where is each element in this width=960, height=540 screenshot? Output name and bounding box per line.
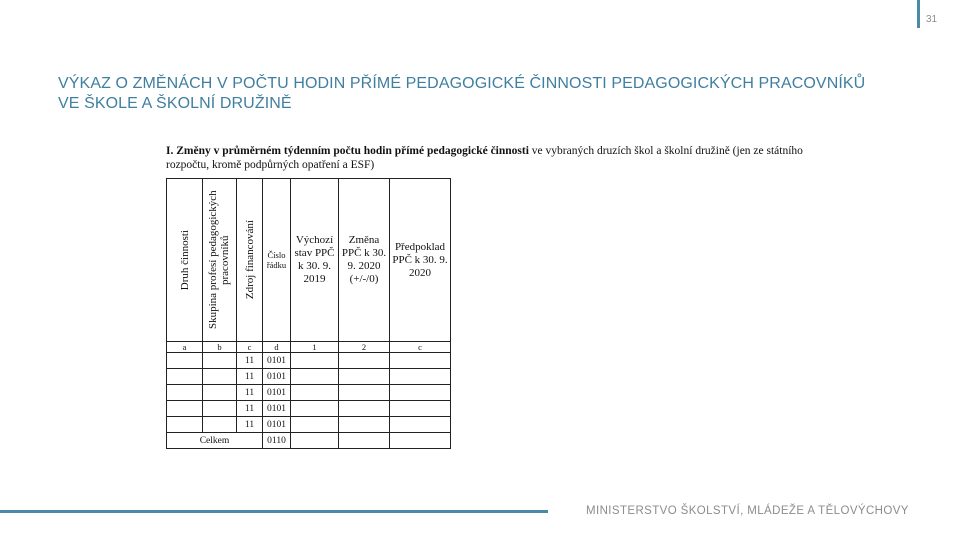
column-letter: b [203, 342, 237, 353]
footer-ministry-name: MINISTERSTVO ŠKOLSTVÍ, MLÁDEŽE A TĚLOVÝCHOVY [586, 505, 909, 517]
cell-zmena [339, 385, 390, 401]
cell-skupina [203, 353, 237, 369]
column-letter: d [263, 342, 291, 353]
cell-cislo-radku: 0101 [263, 353, 291, 369]
cell-cislo-radku: 0101 [263, 401, 291, 417]
cell-predpoklad [390, 433, 451, 449]
cell-zdroj: 11 [237, 401, 263, 417]
footer-accent-line [0, 510, 548, 513]
cell-zmena [339, 433, 390, 449]
cell-zdroj: 11 [237, 369, 263, 385]
cell-cislo-radku: 0101 [263, 385, 291, 401]
cell-predpoklad [390, 353, 451, 369]
column-letter: c [390, 342, 451, 353]
cell-druh [167, 401, 203, 417]
cell-zmena [339, 417, 390, 433]
table-row [167, 385, 451, 401]
cell-vychozi [291, 353, 339, 369]
total-row [167, 433, 451, 449]
total-label: Celkem [167, 433, 263, 449]
cell-druh [167, 385, 203, 401]
header-vychozi-stav: Výchozí stav PPČ k 30. 9. 2019 [291, 179, 339, 342]
cell-predpoklad [390, 417, 451, 433]
cell-predpoklad [390, 385, 451, 401]
table-row [167, 417, 451, 433]
slide-title: VÝKAZ O ZMĚNÁCH V POČTU HODIN PŘÍMÉ PEDAGOGICKÉ ČINNOSTI PEDAGOGICKÝCH PRACOVNÍKŮ VE ŠKOLE A ŠKOLNÍ DRUŽINĚ [58, 75, 866, 112]
cell-zmena [339, 369, 390, 385]
column-letter: 1 [291, 342, 339, 353]
cell-skupina [203, 369, 237, 385]
column-letters-row [167, 342, 451, 353]
cell-druh [167, 417, 203, 433]
cell-cislo-radku: 0101 [263, 417, 291, 433]
cell-vychozi [291, 401, 339, 417]
cell-zdroj: 11 [237, 417, 263, 433]
cell-skupina [203, 385, 237, 401]
header-predpoklad-ppc: Předpoklad PPČ k 30. 9. 2020 [390, 179, 451, 342]
cell-vychozi [291, 369, 339, 385]
column-letter: 2 [339, 342, 390, 353]
cell-druh [167, 353, 203, 369]
cell-vychozi [291, 433, 339, 449]
slide-number-bar [917, 0, 920, 28]
header-skupina-profesi: Skupina profesí pedagogických pracovníků [203, 179, 237, 342]
cell-zmena [339, 353, 390, 369]
form-caption-rest: ve vybraných druzích škol a školní družině (jen ze státního rozpočtu, kromě podpůrných opatření a ESF) [166, 145, 803, 171]
form-document [166, 144, 826, 449]
cell-vychozi [291, 385, 339, 401]
cell-vychozi [291, 417, 339, 433]
cell-predpoklad [390, 401, 451, 417]
ppc-form-table [166, 178, 451, 449]
column-letter: a [167, 342, 203, 353]
header-druh-cinnosti: Druh činnosti [167, 179, 203, 342]
table-row [167, 401, 451, 417]
total-cislo-radku: 0110 [263, 433, 291, 449]
slide-number: 31 [926, 14, 938, 25]
table-row [167, 353, 451, 369]
cell-druh [167, 369, 203, 385]
cell-predpoklad [390, 369, 451, 385]
header-cislo-radku: Číslo řádku [263, 179, 291, 342]
cell-skupina [203, 401, 237, 417]
cell-skupina [203, 417, 237, 433]
form-caption [166, 144, 816, 172]
cell-zmena [339, 401, 390, 417]
cell-zdroj: 11 [237, 353, 263, 369]
cell-cislo-radku: 0101 [263, 369, 291, 385]
header-zmena-ppc: Změna PPČ k 30. 9. 2020 (+/-/0) [339, 179, 390, 342]
table-row [167, 369, 451, 385]
header-zdroj-financovani: Zdroj financování [237, 179, 263, 342]
cell-zdroj: 11 [237, 385, 263, 401]
form-caption-lead: I. Změny v průměrném týdenním počtu hodin přímé pedagogické činnosti [166, 145, 529, 157]
column-letter: c [237, 342, 263, 353]
